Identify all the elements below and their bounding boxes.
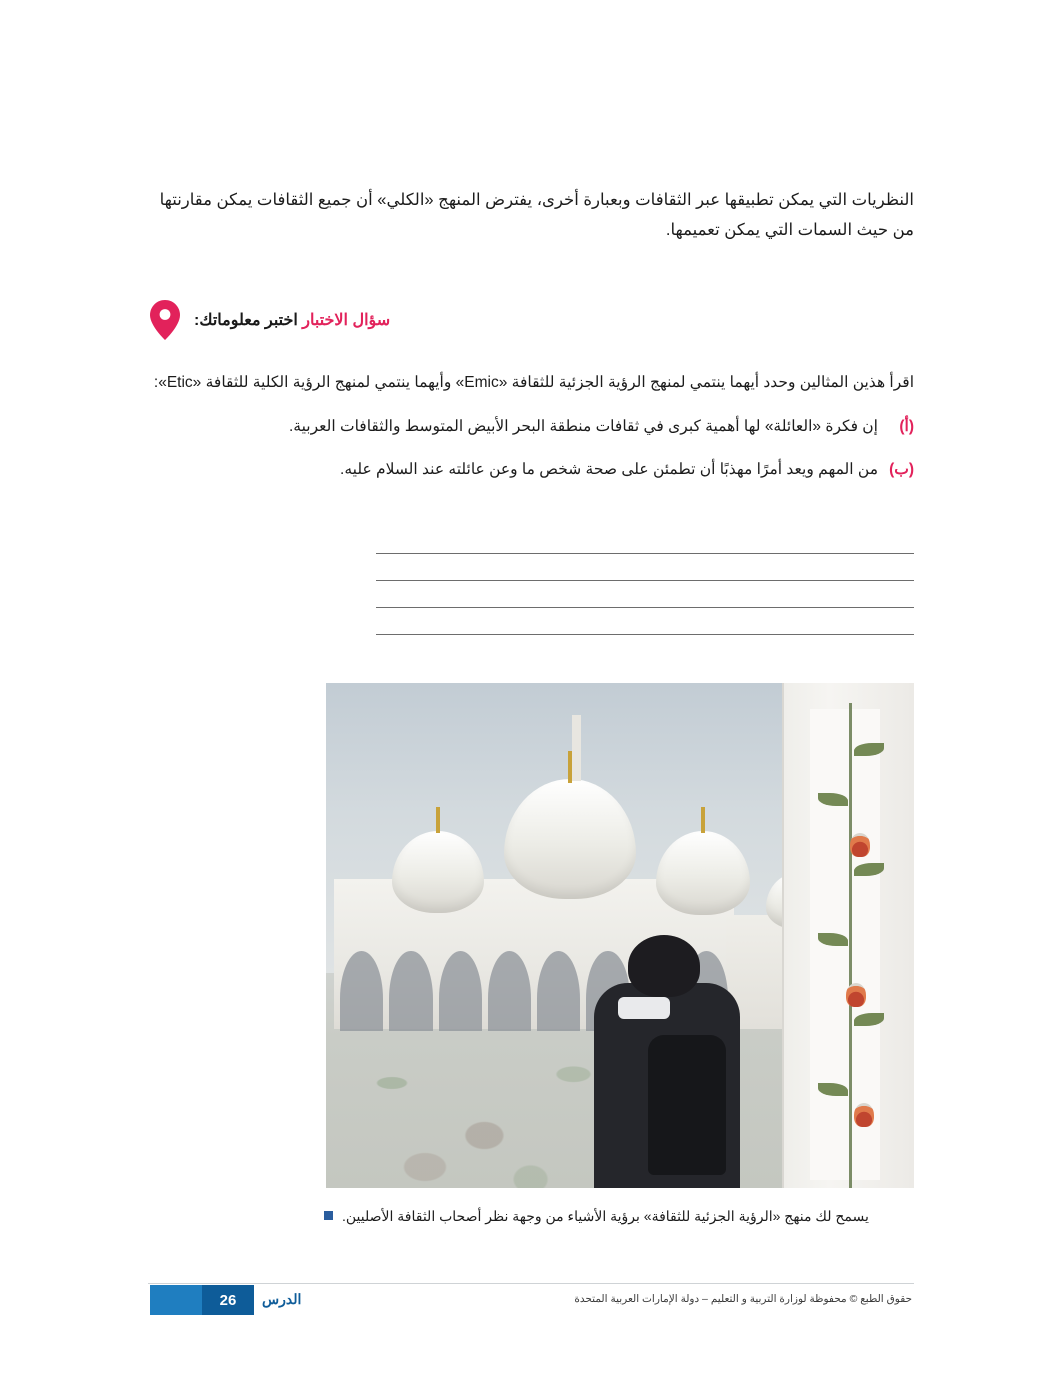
choice-marker: (ب) — [889, 461, 914, 479]
choice-text: من المهم ويعد أمرًا مهذبًا أن تطمئن على صحة شخص ما وعن عائلته عند السلام عليه. — [340, 461, 878, 479]
dome-spire — [568, 751, 572, 783]
page-number-tab — [150, 1285, 254, 1315]
footer-divider — [148, 1283, 914, 1284]
answer-line[interactable] — [376, 608, 914, 635]
figure — [326, 683, 914, 1229]
choice-text: إن فكرة «العائلة» لها أهمية كبرى في ثقافات منطقة البحر الأبيض المتوسط والثقافات العربية. — [289, 417, 878, 435]
arch — [340, 951, 383, 1031]
decorated-pillar — [782, 683, 914, 1188]
backpack — [648, 1035, 726, 1175]
location-pin-icon — [148, 298, 182, 342]
page-number: 26 — [202, 1285, 254, 1315]
square-bullet-icon — [324, 1211, 333, 1220]
flower-motif — [850, 833, 870, 857]
answer-line[interactable] — [376, 554, 914, 581]
shirt-collar — [618, 997, 670, 1019]
arch — [439, 951, 482, 1031]
flower-motif — [854, 1103, 874, 1127]
answer-line[interactable] — [376, 581, 914, 608]
test-question-label — [194, 310, 390, 330]
answer-lines[interactable] — [376, 527, 914, 635]
choice-marker: (أ) — [899, 417, 914, 435]
mosque-photo — [326, 683, 914, 1188]
arch — [537, 951, 580, 1031]
figure-caption-text: يسمح لك منهج «الرؤية الجزئية للثقافة» برؤية الأشياء من وجهة نظر أصحاب الثقافة الأصليين. — [342, 1207, 869, 1224]
arch — [389, 951, 432, 1031]
test-question-heading — [148, 298, 914, 342]
arch — [488, 951, 531, 1031]
dome-spire — [436, 807, 440, 833]
page-tab-bar — [150, 1285, 202, 1315]
copyright-text: حقوق الطبع © محفوظة لوزارة التربية و التعليم – دولة الإمارات العربية المتحدة — [574, 1293, 912, 1305]
page-content — [148, 168, 914, 1229]
list-item — [148, 455, 914, 484]
floral-vine — [849, 703, 852, 1188]
answer-line[interactable] — [376, 527, 914, 554]
test-question-label-rest: اختبر معلوماتك: — [194, 311, 298, 329]
figure-caption — [324, 1204, 884, 1229]
list-item — [148, 412, 914, 441]
dome-spire — [701, 807, 705, 833]
question-prompt: اقرأ هذين المثالين وحدد أيهما ينتمي لمنهج الرؤية الجزئية للثقافة «Emic» وأيهما ينتمي لمنهج الرؤية الكلية للثقافة «Etic»: — [153, 373, 914, 391]
page-footer — [0, 1283, 1062, 1317]
test-question-label-red: سؤال الاختبار — [302, 311, 391, 329]
lesson-label: الدرس — [262, 1291, 302, 1307]
choices-list — [148, 412, 914, 485]
flower-motif — [846, 983, 866, 1007]
intro-paragraph: النظريات التي يمكن تطبيقها عبر الثقافات وبعبارة أخرى، يفترض المنهج «الكلي» أن جميع الثقافات يمكن مقارنتها من حيث السمات التي يمكن تعميمها. — [159, 190, 914, 240]
person-head — [628, 935, 700, 997]
minaret — [572, 715, 581, 781]
